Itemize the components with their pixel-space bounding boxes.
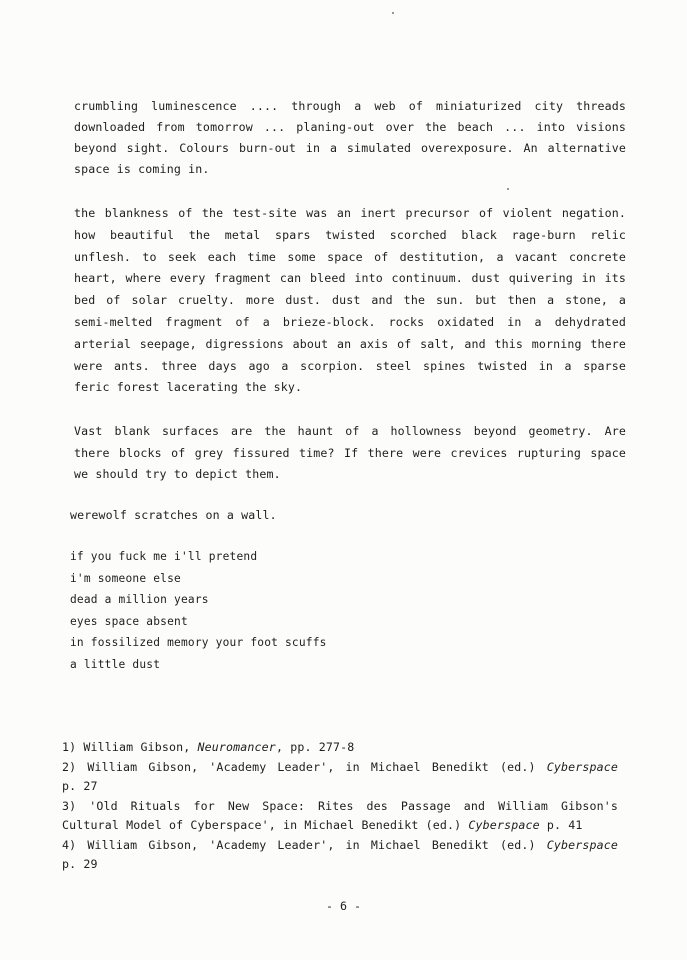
text-line: semi-melted fragment of a brieze-block. rocks oxidated in a dehydrated [74, 314, 626, 329]
text-line: there blocks of grey fissured time? If there were crevices rupturing space [74, 445, 626, 460]
footnote-text: William Gibson, [83, 740, 191, 754]
paragraph-3 [74, 421, 626, 486]
footnote-4 [62, 836, 618, 856]
footnote-3-cont [62, 816, 618, 836]
footnote-title: Cyberspace [546, 759, 618, 774]
page-number: - 6 - [326, 899, 361, 913]
footnote-title: Neuromancer [197, 740, 276, 754]
footnote-text: William Gibson, 'Academy Leader', in Michael Benedikt (ed.) [87, 837, 536, 852]
footnote-3 [62, 797, 618, 817]
footnote-4-cont: p. 29 [62, 857, 98, 871]
paper-speck [507, 188, 509, 190]
text-line: Vast blank surfaces are the haunt of a hollowness beyond geometry. Are [74, 424, 626, 438]
poem-line: in fossilized memory your foot scuffs [70, 636, 327, 650]
footnote-number: 1) [62, 740, 77, 754]
text-line: beyond sight. Colours burn-out in a simulated overexposure. An alternative [74, 141, 626, 155]
poem-line: if you fuck me i'll pretend [70, 550, 258, 563]
text-line: arterial seepage, digressions about an axis of salt, and this morning there [74, 336, 626, 351]
text-line: were ants. three days ago a scorpion. steel spines twisted in a sparse [74, 358, 626, 373]
text-line: feric forest lacerating the sky. [74, 380, 303, 395]
text-line: space is coming in. [74, 162, 210, 176]
text-line: bed of solar cruelty. more dust. dust and the sun. but then a stone, a [74, 293, 626, 308]
footnote-text: p. 41 [546, 818, 583, 832]
text-line: crumbling luminescence .... through a web of miniaturized city threads [74, 99, 626, 113]
footnote-title: Cyberspace [546, 837, 618, 852]
paper-speck [392, 12, 394, 14]
footnote-number: 2) [62, 759, 77, 774]
footnotes [62, 738, 618, 875]
paragraph-2 [74, 203, 626, 399]
footnote-text: Cultural Model of Cyberspace', in Michael Benedikt (ed.) [62, 818, 462, 832]
poem [70, 546, 327, 676]
footnote-2 [62, 758, 618, 778]
text-line: how beautiful the metal spars twisted scorched black rage-burn relic [74, 227, 626, 242]
poem-line: dead a million years [70, 593, 209, 607]
footnote-title: Cyberspace [468, 818, 540, 832]
footnote-text: 'Old Rituals for New Space: Rites des Passage and William Gibson's [89, 798, 618, 813]
footnote-1 [62, 738, 618, 758]
text-line: unflesh. to seek each time some space of destitution, a vacant concrete [74, 249, 626, 264]
footnote-text: William Gibson, 'Academy Leader', in Michael Benedikt (ed.) [87, 759, 536, 774]
text-line: the blankness of the test-site was an inert precursor of violent negation. [74, 206, 626, 220]
poem-line: eyes space absent [70, 614, 188, 628]
poem-line: a little dust [70, 657, 161, 671]
paragraph-4 [70, 505, 622, 526]
footnote-number: 4) [62, 837, 77, 852]
text-line: heart, where every fragment can bleed into continuum. dust quivering in its [74, 271, 626, 286]
paragraph-1 [74, 96, 626, 180]
text-line: we should try to depict them. [74, 467, 281, 481]
footnote-2-cont: p. 27 [62, 779, 98, 793]
text-line: downloaded from tomorrow ... planing-out over the beach ... into visions [74, 120, 626, 134]
footnote-text: , pp. 277-8 [275, 740, 355, 754]
text-line: werewolf scratches on a wall. [70, 508, 277, 522]
footnote-number: 3) [62, 798, 77, 813]
poem-line: i'm someone else [70, 571, 181, 585]
